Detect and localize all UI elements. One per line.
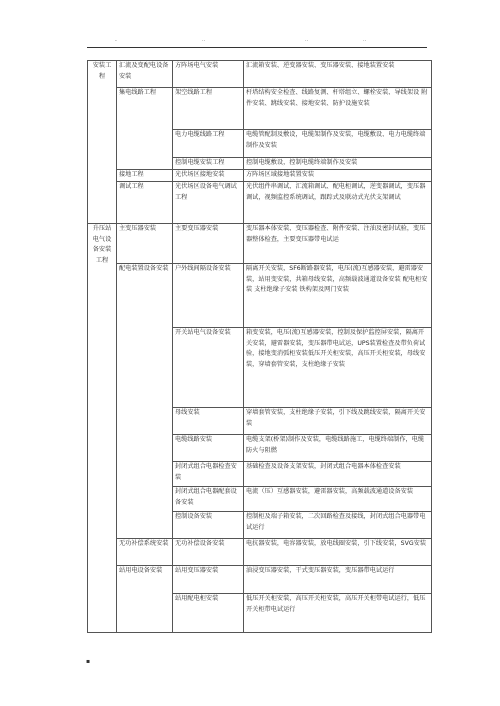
- content-cell: 箱变安装，电压(流)互感器安装，控制及保护监控屏安装，隔离开关安装，避雷器安装，变压器带电试运，UPS装置检查及带负荷试验，接地变消弧柜安装低压开关柜安装，高压开关柜安装，母线安装，穿墙套管安装，支柱绝缘子安装: [244, 328, 432, 408]
- content-cell: 光伏组件串调试、汇流箱调试、配电柜调试，逆变器调试，变压器调试，视频监控系统调试，跟踪式及联动式光伏支架调试: [244, 182, 432, 224]
- division-cell: 母线安装: [173, 408, 244, 435]
- content-cell: 低压开关柜安装，高压开关柜安装，高压开关柜带电试运行，低压开关柜带电试运行: [244, 594, 432, 633]
- content-cell: 杆塔结构安全检查、线路复测、杆塔组立、螺栓安装、导线架设 附件安装、跳线安装、接地安装、防护设施安装: [244, 88, 432, 130]
- division-cell: 封闭式组合电器配套设备安装: [173, 487, 244, 512]
- division-cell: 电力电缆线路工程: [173, 130, 244, 158]
- content-cell: 汇流箱安装、逆变器安装、变压器安装、接地装置安装: [244, 61, 432, 88]
- subunit-cell: 调试工程: [117, 182, 173, 224]
- header-rule: [87, 47, 427, 48]
- division-cell: 光伏场区接地安装: [173, 170, 244, 182]
- division-cell: 站用配电柜安装: [173, 594, 244, 633]
- subunit-cell: 无功补偿系统安装: [117, 539, 173, 566]
- table-row: [88, 264, 432, 328]
- table-row: [88, 61, 432, 88]
- division-cell: 站用变压器安装: [173, 566, 244, 594]
- unit-project-cell: 升压站电气设备安装工程: [88, 224, 117, 633]
- content-cell: 基础检查及设备支架安装，封闭式组合电器本体检查安装: [244, 462, 432, 487]
- division-cell: 无功补偿设备安装: [173, 539, 244, 566]
- division-cell: 电缆线路安装: [173, 435, 244, 462]
- header-mark-1: -: [115, 38, 117, 44]
- division-cell: 主要变压器安装: [173, 224, 244, 264]
- content-cell: 油浸变压器安装，干式变压器安装，变压器带电试运行: [244, 566, 432, 594]
- division-cell: 光伏场区设备电气调试工程: [173, 182, 244, 224]
- subunit-cell: 站用电设备安装: [117, 566, 173, 633]
- table-row: [88, 224, 432, 264]
- table-row: [88, 170, 432, 182]
- content-cell: 电流（压）互感器安装，避雷器安装，高频载波通道设备安装: [244, 487, 432, 512]
- division-cell: 控制设备安装: [173, 512, 244, 539]
- table-row: [88, 88, 432, 130]
- division-cell: 封闭式组合电器检查安装: [173, 462, 244, 487]
- unit-project-cell: 安装工程: [88, 61, 117, 224]
- content-cell: 隔离开关安装，SF6断路器安装，电压(流)互感器安装，避雷器安装，站用变安装，共箱母线安装，高频载波通道设备安装 配电柜安装 支柱绝缘子安装 铁构架及网门安装: [244, 264, 432, 328]
- header-mark-3: ··: [305, 38, 309, 44]
- content-cell: 电抗器安装，电容器安装，放电线圈安装，引下线安装，SVG安装: [244, 539, 432, 566]
- division-cell: 开关站电气设备安装: [173, 328, 244, 408]
- table-row: [88, 182, 432, 224]
- division-cell: 控制电缆安装工程: [173, 158, 244, 170]
- table-row: [88, 539, 432, 566]
- document-page: [87, 60, 431, 633]
- subunit-cell: 汇流及变配电设备安装: [117, 61, 173, 88]
- content-cell: 控制柜及端子箱安装，二次回路检查及接线，封闭式组合电器带电试运行: [244, 512, 432, 539]
- content-cell: 电缆管配制及敷设，电缆架制作及安装，电缆敷设、电力电缆终端制作及安装: [244, 130, 432, 158]
- content-cell: 方阵场区域接地装置安装: [244, 170, 432, 182]
- content-cell: 穿墙套管安装，支柱绝缘子安装，引下线及跳线安装，隔离开关安装: [244, 408, 432, 435]
- header-mark-2: ··: [202, 38, 206, 44]
- division-cell: 方阵场电气安装: [173, 61, 244, 88]
- content-cell: 控制电缆敷设，控制电缆终端制作及安装: [244, 158, 432, 170]
- division-cell: 架空线路工程: [173, 88, 244, 130]
- division-cell: 户外线间隔设备安装: [173, 264, 244, 328]
- subunit-cell: 接地工程: [117, 170, 173, 182]
- subunit-cell: 主变压器安装: [117, 224, 173, 264]
- header-mark-4: ··: [363, 38, 367, 44]
- content-cell: 电缆支架(桥架)制作及安装，电缆线路施工，电缆终端制作，电缆防火与阻燃: [244, 435, 432, 462]
- footer-bullet: ▪: [86, 658, 91, 665]
- subunit-cell: 配电装置设备安装: [117, 264, 173, 539]
- subunit-cell: 集电线路工程: [117, 88, 173, 170]
- table-row: [88, 566, 432, 594]
- engineering-division-table: [87, 60, 432, 633]
- content-cell: 变压器本体安装、变压器检查、附件安装、注油及密封试验，变压器整体检查，主要变压器带电试运: [244, 224, 432, 264]
